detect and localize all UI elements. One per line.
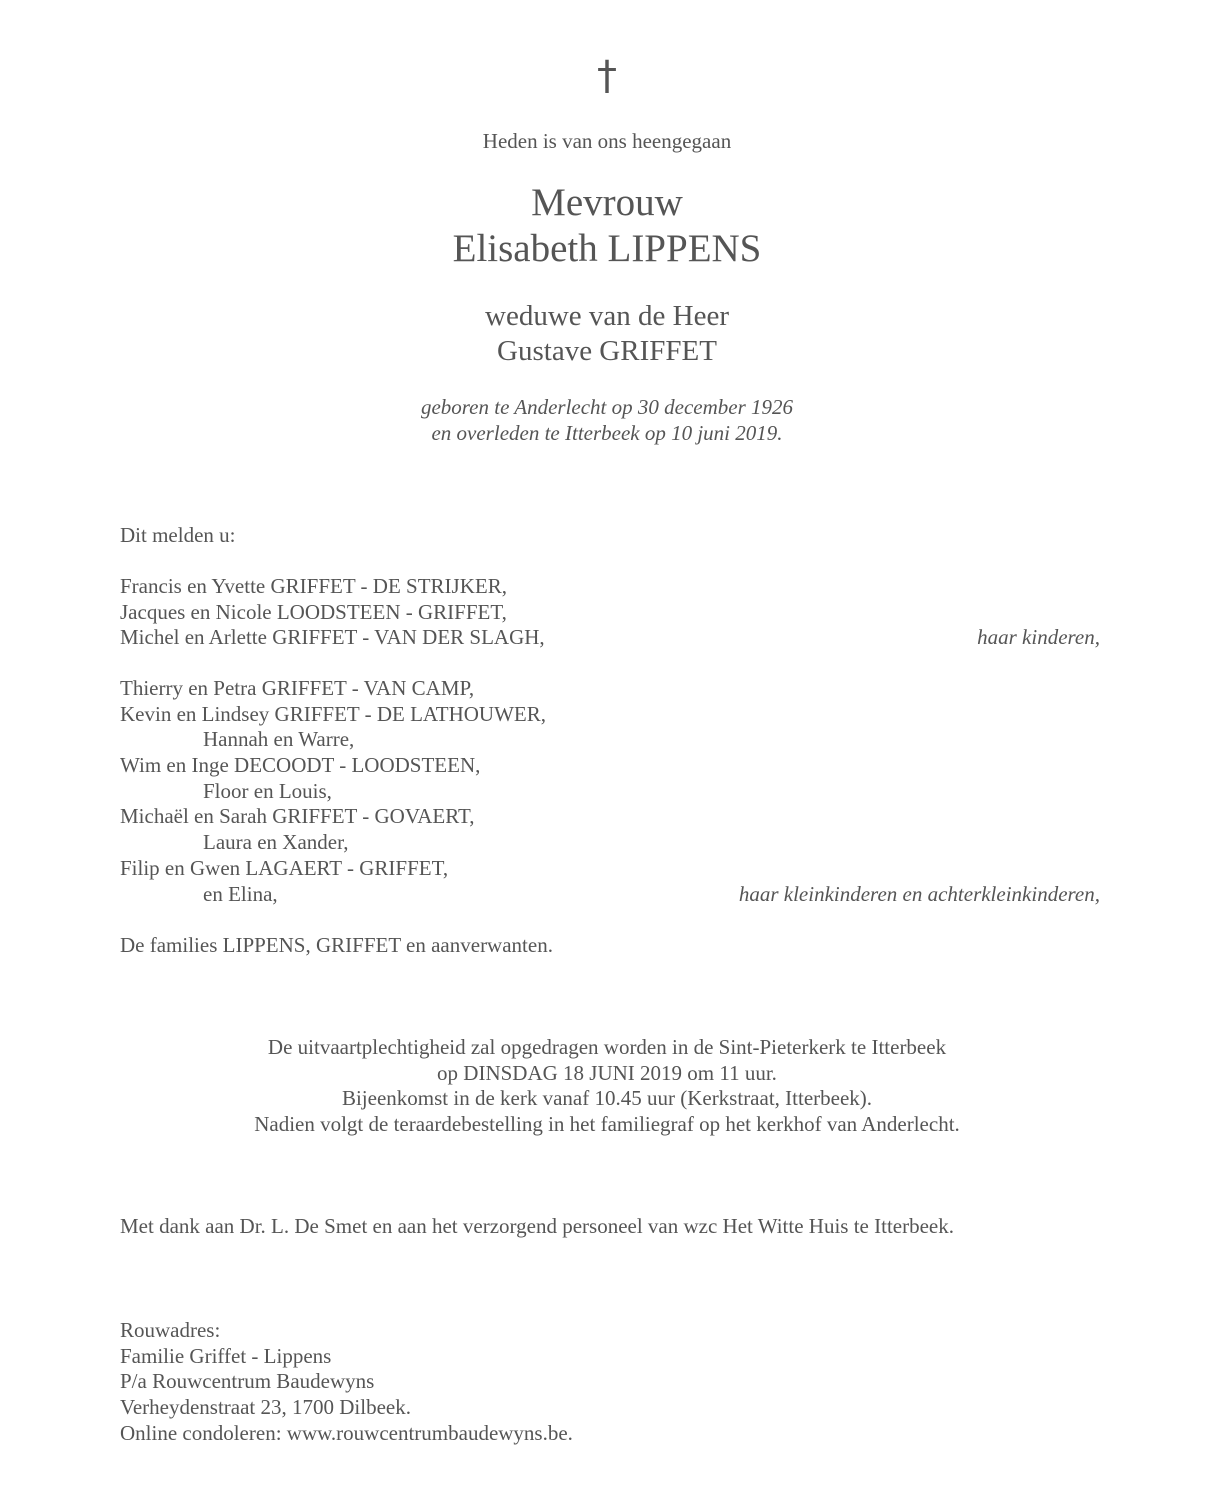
address-line: Verheydenstraat 23, 1700 Dilbeek. — [120, 1395, 411, 1420]
list-item-subordinate: Floor en Louis, — [203, 778, 332, 803]
title-fullname: Elisabeth LIPPENS — [452, 227, 762, 270]
families-text: De families LIPPENS, GRIFFET en aanverwanten. — [120, 933, 553, 957]
list-item-subordinate: Hannah en Warre, — [203, 727, 355, 752]
announce-text: Dit melden u: — [120, 523, 236, 547]
list-item: Filip en Gwen LAGAERT - GRIFFET, — [120, 855, 449, 880]
spouse-relation: weduwe van de Heer — [485, 300, 729, 332]
thanks-text: Met dank aan Dr. L. De Smet en aan het verzorgend personeel van wzc Het Witte Huis te Itterbeek. — [120, 1214, 954, 1238]
death-line: en overleden te Itterbeek op 10 juni 2019. — [431, 421, 783, 445]
title-honorific: Mevrouw — [531, 181, 683, 224]
list-item: Wim en Inge DECOODT - LOODSTEEN, — [120, 753, 481, 778]
mourning-address — [120, 1318, 573, 1447]
list-item-text: Michel en Arlette GRIFFET - VAN DER SLAGH, — [120, 625, 545, 650]
list-item-last — [120, 882, 1100, 908]
ceremony-line: op DINSDAG 18 JUNI 2019 om 11 uur. — [437, 1060, 777, 1085]
list-item: Michaël en Sarah GRIFFET - GOVAERT, — [120, 804, 475, 829]
grandchildren-role: haar kleinkinderen en achterkleinkinderen, — [738, 881, 1100, 906]
birth-line: geboren te Anderlecht op 30 december 1926 — [420, 395, 794, 419]
address-line: P/a Rouwcentrum Baudewyns — [120, 1369, 375, 1394]
children-role: haar kinderen, — [977, 625, 1100, 650]
list-item: Kevin en Lindsey GRIFFET - DE LATHOUWER, — [120, 701, 546, 726]
list-item: Jacques en Nicole LOODSTEEN - GRIFFET, — [120, 599, 507, 624]
list-item-subordinate: Laura en Xander, — [203, 830, 349, 855]
list-item: Thierry en Petra GRIFFET - VAN CAMP, — [120, 676, 475, 700]
spouse-name: Gustave GRIFFET — [497, 335, 717, 367]
list-item: Francis en Yvette GRIFFET - DE STRIJKER, — [120, 574, 507, 598]
ceremony-line: Nadien volgt de teraardebestelling in het familiegraf op het kerkhof van Anderlecht. — [254, 1112, 960, 1137]
cross-icon: † — [597, 53, 617, 99]
grandchildren-list — [120, 676, 1100, 907]
ceremony-line: De uitvaartplechtigheid zal opgedragen worden in de Sint-Pieterkerk te Itterbeek — [267, 1035, 947, 1059]
address-line: Online condoleren: www.rouwcentrumbaudewyns.be. — [120, 1420, 573, 1445]
address-heading: Rouwadres: — [120, 1318, 221, 1342]
deceased-name — [0, 180, 1214, 272]
list-item-subordinate: en Elina, — [203, 881, 278, 906]
list-item-last — [120, 625, 1100, 651]
spouse-info — [0, 299, 1214, 369]
address-line: Familie Griffet - Lippens — [120, 1343, 332, 1368]
children-list — [120, 574, 1100, 651]
life-dates — [0, 394, 1214, 446]
ceremony-info — [0, 1035, 1214, 1138]
intro-text: Heden is van ons heengegaan — [482, 129, 732, 153]
ceremony-line: Bijeenkomst in de kerk vanaf 10.45 uur (Kerkstraat, Itterbeek). — [341, 1086, 873, 1111]
